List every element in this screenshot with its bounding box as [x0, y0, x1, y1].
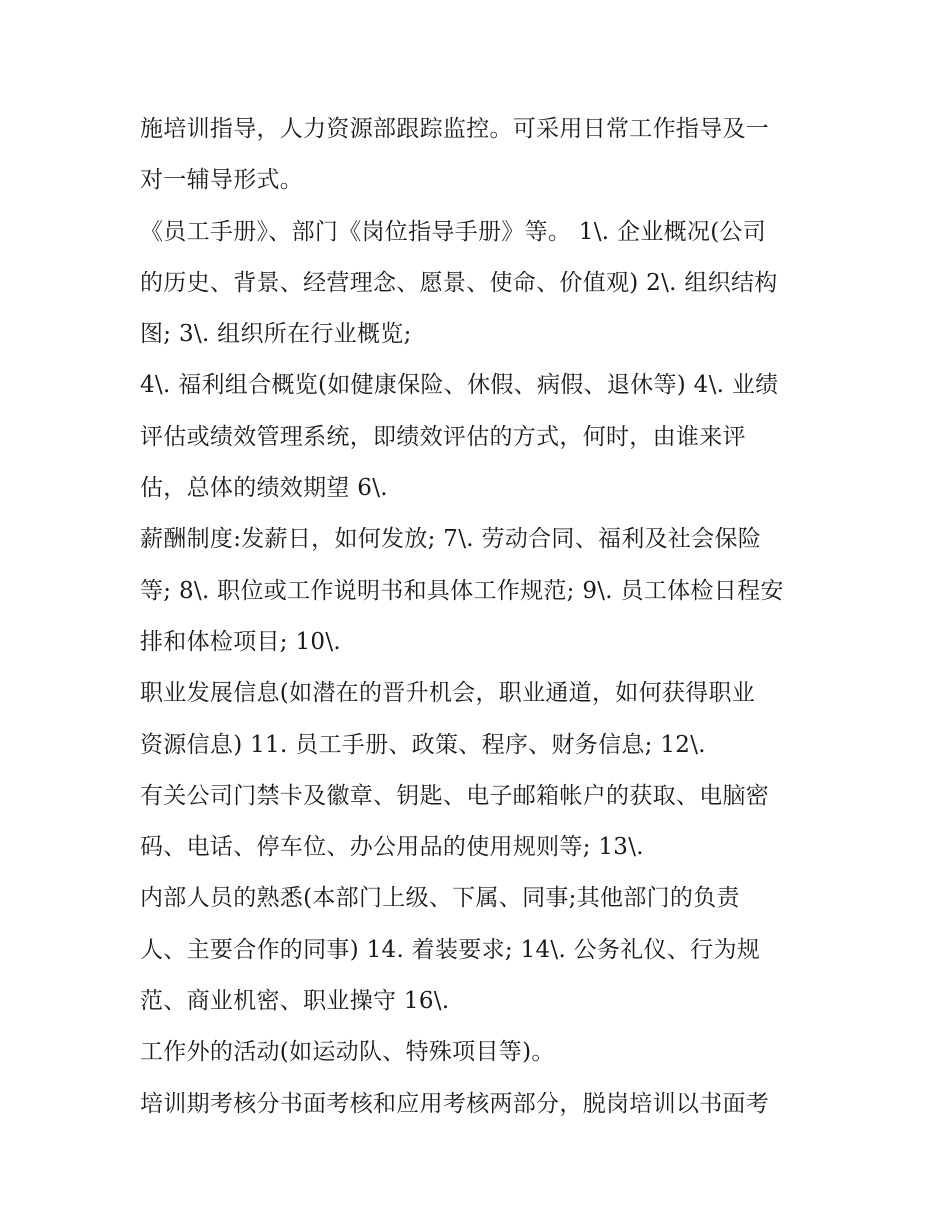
text-line: 排和体检项目; 10\.: [140, 628, 341, 655]
text-line: 培训期考核分书面考核和应用考核两部分，脱岗培训以书面考: [140, 1090, 770, 1117]
text-line: 图; 3\. 组织所在行业概览;: [140, 321, 412, 348]
text-line: 估，总体的绩效期望 6\.: [140, 475, 388, 502]
text-line: 内部人员的熟悉(本部门上级、下属、同事;其他部门的负责: [140, 885, 740, 912]
text-line: 职业发展信息(如潜在的晋升机会，职业通道，如何获得职业: [140, 680, 756, 707]
text-line: 范、商业机密、职业操守 16\.: [140, 988, 450, 1015]
text-line: 评估或绩效管理系统，即绩效评估的方式，何时，由谁来评: [140, 423, 746, 450]
text-line: 施培训指导，人力资源部跟踪监控。可采用日常工作指导及一: [140, 116, 770, 142]
text-line: 对一辅导形式。: [140, 167, 304, 194]
text-line: 有关公司门禁卡及徽章、钥匙、电子邮箱帐户的获取、电脑密: [140, 782, 770, 809]
text-line: 资源信息) 11. 员工手册、政策、程序、财务信息; 12\.: [140, 731, 706, 758]
body-text: [140, 104, 820, 1130]
text-line: 4\. 福利组合概览(如健康保险、休假、病假、退休等) 4\. 业绩: [140, 372, 779, 399]
text-line: 等; 8\. 职位或工作说明书和具体工作规范; 9\. 员工体检日程安: [140, 577, 784, 604]
text-line: 码、电话、停车位、办公用品的使用规则等; 13\.: [140, 834, 644, 861]
text-line: 工作外的活动(如运动队、特殊项目等)。: [140, 1039, 555, 1066]
text-line: 薪酬制度:发薪日，如何发放; 7\. 劳动合同、福利及社会保险: [140, 526, 762, 553]
text-line: 的历史、背景、经营理念、愿景、使命、价值观) 2\. 组织结构: [140, 269, 778, 296]
text-line: 《员工手册》、部门《岗位指导手册》等。 1\. 企业概况(公司: [140, 218, 767, 245]
text-line: 人、主要合作的同事) 14. 着装要求; 14\. 公务礼仪、行为规: [140, 936, 761, 963]
